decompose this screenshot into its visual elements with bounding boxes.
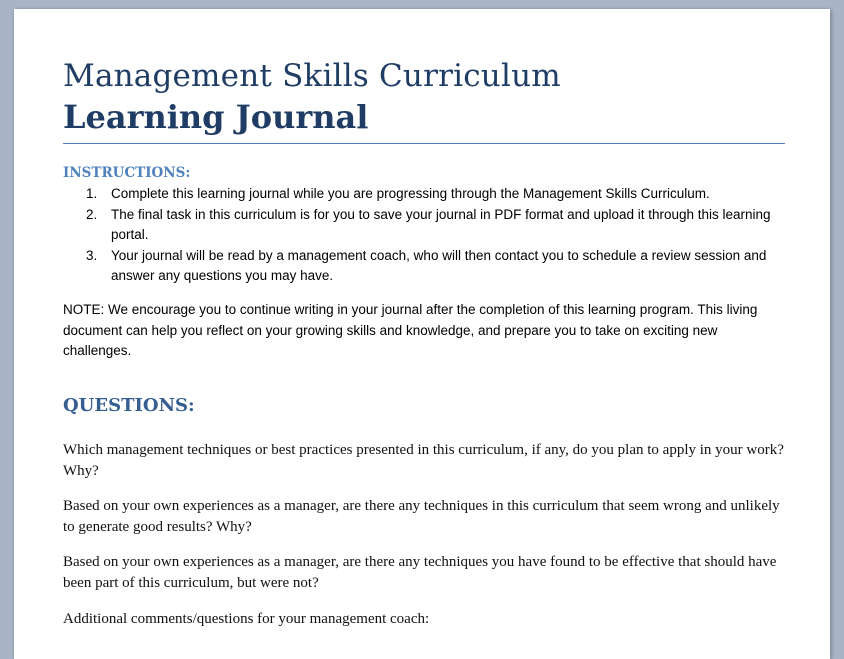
list-item-text: Your journal will be read by a management coach, who will then contact you to schedule a review session and answer any questions you may have. <box>111 247 767 283</box>
list-item <box>63 184 775 205</box>
list-item-number: 1. <box>86 186 98 201</box>
list-item-number: 2. <box>86 206 98 222</box>
question-4: Additional comments/questions for your management coach: <box>63 611 430 627</box>
document-page[interactable] <box>14 9 830 659</box>
title-divider <box>63 143 785 144</box>
list-item-text: Complete this learning journal while you are progressing through the Management Skills Curriculum. <box>111 186 710 201</box>
instructions-heading: INSTRUCTIONS: <box>63 165 191 181</box>
document-subtitle: Learning Journal <box>63 98 369 136</box>
list-item <box>63 246 775 287</box>
list-item-text: The final task in this curriculum is for you to save your journal in PDF format and upload it through this learning portal. <box>111 206 771 242</box>
question-2: Based on your own experiences as a manager, are there any techniques in this curriculum that seem wrong and unlikely to generate good results? Why? <box>63 498 780 535</box>
questions-heading: QUESTIONS: <box>63 395 195 416</box>
list-item-number: 3. <box>86 247 98 263</box>
note-paragraph: NOTE: We encourage you to continue writing in your journal after the completion of this learning program. This living document can help you reflect on your growing skills and knowledge, and prepare you to take on exciting new challenges. <box>63 302 758 358</box>
document-title: Management Skills Curriculum <box>63 58 561 94</box>
question-1: Which management techniques or best practices presented in this curriculum, if any, do you plan to apply in your work? Why? <box>63 442 784 479</box>
list-item <box>63 205 775 246</box>
instructions-list <box>63 184 775 287</box>
question-3: Based on your own experiences as a manager, are there any techniques you have found to be effective that should have been part of this curriculum, but were not? <box>63 554 777 591</box>
